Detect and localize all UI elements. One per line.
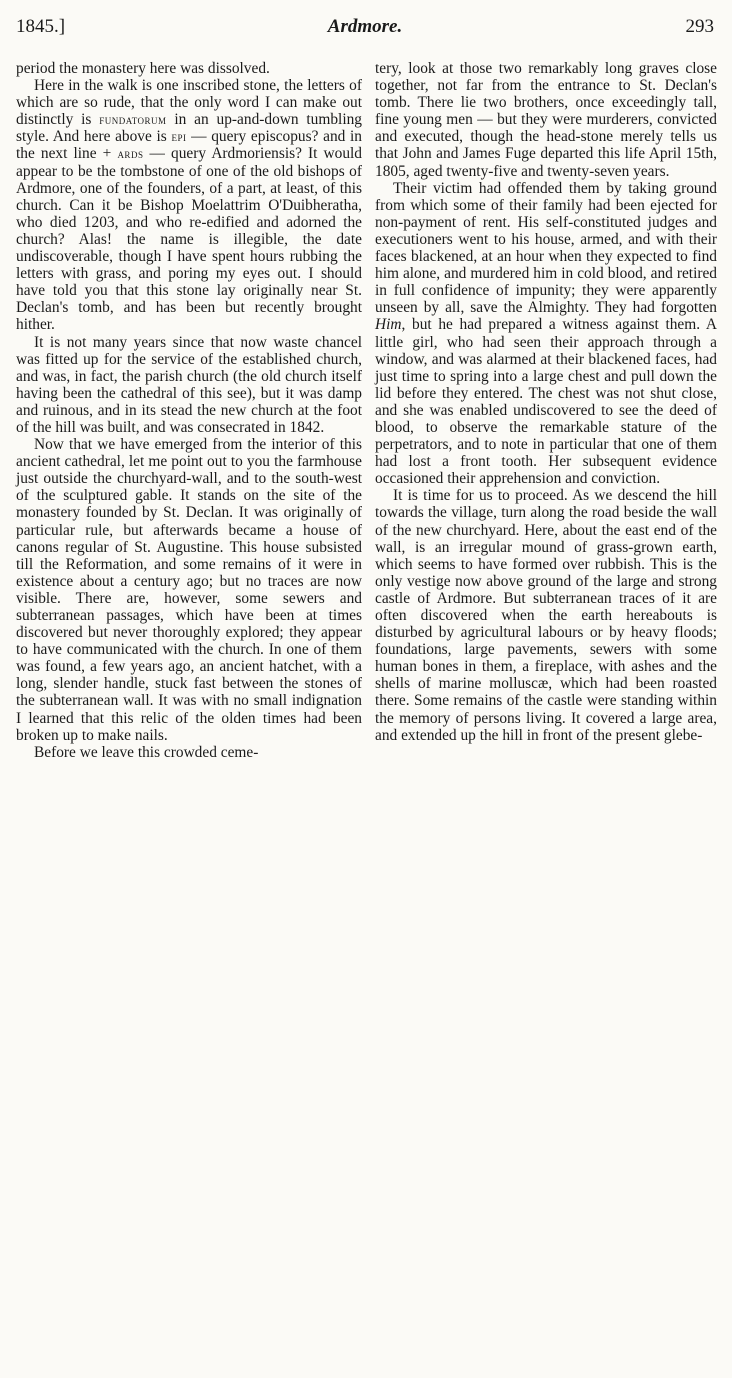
paragraph: period the monastery here was dissolved. xyxy=(16,60,270,77)
text-run: , but he had prepared a witness against them. A little girl, who had seen their approach through a window, and was alarmed at their blackened faces, had just time to spring into a large chest and pull down the lid before they entered. The chest was not shut close, and she was enabled undiscovered to see the deed of blood, to observe the remarkable stature of the perpetrators, and to note in particular that one of them had lost a front tooth. Her subsequent evidence occasioned their apprehension and conviction. xyxy=(375,316,717,488)
page-number: 293 xyxy=(685,16,714,37)
paragraph-victim xyxy=(375,180,717,488)
text-run: Their victim had offended them by taking ground from which some of their family had been ejected for non-payment of rent. His self-constituted judges and executioners went to his house, armed, and with their faces blackened, at an hour when they expected to find him alone, and murdered him in cold blood, and retired in full confidence of impunity; they were apparently unseen by all, save the Almighty. They had forgotten xyxy=(375,179,717,317)
text-run: Here in the walk is one inscribed stone, the letters of which are so rude, that the only word I can make out distinctly is xyxy=(16,77,362,129)
text-run: — query episcopus? and in the next line + xyxy=(16,128,362,163)
paragraph-inscribed-stone xyxy=(16,77,362,333)
paragraph: It is not many years since that now waste chancel was fitted up for the service of the established church, and was, in fact, the parish church (the old church itself having been the cathedral of this see), but it was damp and ruinous, and in its stead the new church at the foot of the hill was built, and was consecrated in 1842. xyxy=(16,333,362,436)
header-title: Ardmore. xyxy=(327,16,403,37)
right-column xyxy=(375,60,717,744)
emphasis: Him xyxy=(375,316,402,334)
inscription-word: ards xyxy=(117,146,144,162)
inscription-word: fundatorum xyxy=(99,112,167,128)
header-year: 1845.] xyxy=(16,16,66,37)
text-run: — query Ardmoriensis? It would appear to be the tombstone of one of the old bishops of Ardmore, one of the founders, of a part, at least, of this church. Can it be Bishop Moelattrim O'Duibheratha, who died 1203, and who re-edified and adorned the church? Alas! the name is illegible, the date undiscoverable, though I have spent hours rubbing the letters with grass, and poring my eyes out. I should have told you that this stone lay originally near St. Declan's tomb, and has been but recently brought hither. xyxy=(16,145,362,334)
paragraph: Now that we have emerged from the interior of this ancient cathedral, let me point out to you the farmhouse just outside the churchyard-wall, and to the south-west of the sculptured gable. It stands on the site of the monastery founded by St. Declan. It was originally of particular rule, but afterwards became a house of canons regular of St. Augustine. This house subsisted till the Reformation, and some remains of it were in existence about a century ago; but no traces are now visible. There are, however, some sewers and subterranean passages, which have been at times discovered but never thoroughly explored; they appear to have communicated with the church. In one of them was found, a few years ago, an ancient hatchet, with a long, slender handle, stuck fast between the stones of the subterranean wall. It was with no small indignation I learned that this relic of the olden times had been broken up to make nails. xyxy=(16,436,362,744)
paragraph: It is time for us to proceed. As we descend the hill towards the village, turn along the road beside the wall of the new churchyard. Here, about the east end of the wall, is an irregular mound of grass-grown earth, which seems to have formed over rubbish. This is the only vestige now above ground of the large and strong castle of Ardmore. But subterranean traces of it are often discovered when the earth hereabouts is disturbed by agricultural labours or by heavy floods; foundations, large pavements, sewers with some human bones in them, a fireplace, with ashes and the shells of marine molluscæ, which had been roasted there. Some remains of the castle were standing within the memory of persons living. It covered a large area, and extended up the hill in front of the present glebe- xyxy=(375,487,717,744)
inscription-word: epi xyxy=(171,129,187,145)
left-column xyxy=(16,60,362,761)
running-head xyxy=(16,14,714,44)
text-run: in an up-and-down tumbling style. And here above is xyxy=(16,111,362,146)
paragraph: tery, look at those two remarkably long graves close together, not far from the entrance to St. Declan's tomb. There lie two brothers, once exceedingly tall, fine young men — but they were murderers, convicted and executed, though the head-stone merely tells us that John and James Fuge departed this life April 15th, 1805, aged twenty-five and twenty-seven years. xyxy=(375,60,717,180)
paragraph: Before we leave this crowded ceme- xyxy=(34,743,259,761)
